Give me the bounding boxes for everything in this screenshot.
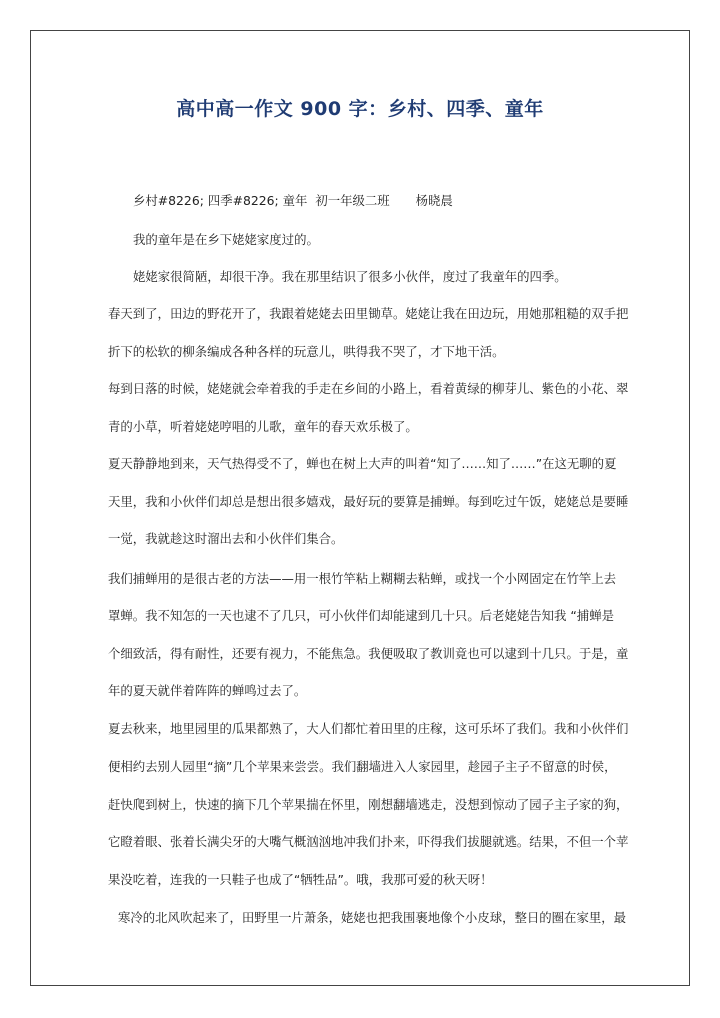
paragraph-line: 青的小草，听着姥姥哼唱的儿歌，童年的春天欢乐极了。 — [108, 419, 418, 434]
paragraph-line: 寒冷的北风吹起来了，田野里一片萧条，姥姥也把我围裹地像个小皮球，整日的圈在家里，最 — [118, 910, 627, 925]
meta-line — [133, 193, 453, 209]
paragraph-line: 果没吃着，连我的一只鞋子也成了“牺牲品”。哦，我那可爱的秋天呀！ — [108, 872, 493, 887]
paragraph-line: 夏天静静地到来，天气热得受不了，蝉也在树上大声的叫着“知了……知了……”在这无聊的夏 — [108, 456, 617, 471]
paragraph-line: 夏去秋来，地里园里的瓜果都熟了，大人们都忙着田里的庄稼，这可乐坏了我们。我和小伙伴们 — [108, 721, 629, 736]
meta-tags: 乡村#8226; 四季#8226; 童年 — [133, 193, 308, 208]
paragraph-line: 我的童年是在乡下姥姥家度过的。 — [133, 232, 319, 247]
paragraph-line: 它瞪着眼、张着长满尖牙的大嘴气概汹汹地冲我们扑来，吓得我们拔腿就逃。结果，不但一个苹 — [108, 834, 629, 849]
paragraph-line: 春天到了，田边的野花开了，我跟着姥姥去田里锄草。姥姥让我在田边玩，用她那粗糙的双手把 — [108, 306, 629, 321]
document-title: 高中高一作文 900 字：乡村、四季、童年 — [176, 98, 544, 120]
paragraph-line: 我们捕蝉用的是很古老的方法——用一根竹竿粘上糊糊去粘蝉，或找一个小网固定在竹竿上去 — [108, 571, 617, 586]
paragraph-line: 天里，我和小伙伴们却总是想出很多嬉戏，最好玩的要算是捕蝉。每到吃过午饭，姥姥总是要睡 — [108, 494, 629, 509]
paragraph-line: 个细致活，得有耐性，还要有视力，不能焦急。我便吸取了教训竟也可以逮到十几只。于是，童 — [108, 646, 629, 661]
paragraph-line: 折下的松软的柳条编成各种各样的玩意儿，哄得我不哭了，才下地干活。 — [108, 344, 505, 359]
paragraph-line: 姥姥家很简陋，却很干净。我在那里结识了很多小伙伴，度过了我童年的四季。 — [133, 269, 567, 284]
meta-class: 初一年级二班 — [315, 193, 390, 208]
meta-author: 杨晓晨 — [415, 193, 453, 208]
paragraph-line: 罩蝉。我不知怎的一天也逮不了几只，可小伙伴们却能逮到几十只。后老姥姥告知我 “捕蝉是 — [108, 608, 614, 623]
paragraph-line: 每到日落的时候，姥姥就会牵着我的手走在乡间的小路上，看着黄绿的柳芽儿、紫色的小花、翠 — [108, 381, 629, 396]
paragraph-line: 一觉，我就趁这时溜出去和小伙伴们集合。 — [108, 531, 344, 546]
paragraph-line: 便相约去别人园里“摘”几个苹果来尝尝。我们翻墙进入人家园里，趁园子主子不留意的时侯， — [108, 759, 617, 774]
paragraph-line: 赶快爬到树上，快速的摘下几个苹果揣在怀里，刚想翻墙逃走，没想到惊动了园子主子家的狗， — [108, 797, 629, 812]
paragraph-line: 年的夏天就伴着阵阵的蝉鸣过去了。 — [108, 683, 307, 698]
